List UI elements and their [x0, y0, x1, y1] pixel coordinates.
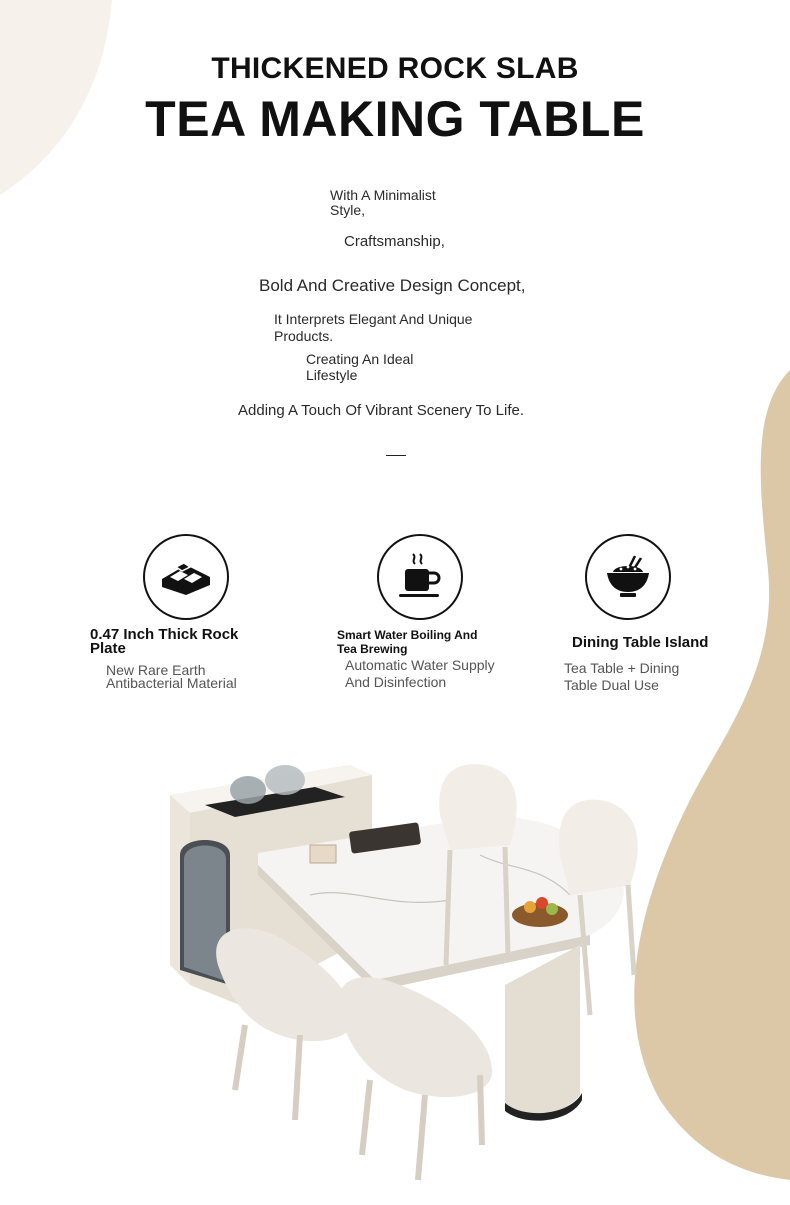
- feature-3-desc-a: Tea Table + Dining: [564, 660, 680, 676]
- intro-line-5b: Lifestyle: [306, 367, 358, 383]
- intro-line-4a: It Interprets Elegant And Unique: [274, 311, 473, 327]
- feature-3-desc: [564, 660, 679, 694]
- feature-3-desc-b: Table Dual Use: [564, 677, 659, 693]
- feature-3-title: Dining Table Island: [572, 634, 709, 651]
- feature-1-title-b: Plate: [90, 640, 126, 657]
- intro-line-6: Adding A Touch Of Vibrant Scenery To Life.: [238, 402, 525, 419]
- feature-2-title: [337, 628, 477, 656]
- feature-2-desc-a: Automatic Water Supply: [345, 657, 495, 673]
- feature-3-badge: [585, 534, 671, 620]
- feature-1-desc: [106, 664, 237, 690]
- intro-line-1a: With A Minimalist: [330, 187, 436, 203]
- intro-line-2: Craftsmanship,: [344, 233, 445, 250]
- rice-bowl-icon: [603, 554, 653, 600]
- tea-cup-icon: [395, 552, 445, 602]
- intro-line-5a: Creating An Ideal: [306, 351, 414, 367]
- feature-1-badge: [143, 534, 229, 620]
- intro-line-1b: Style,: [330, 202, 366, 218]
- feature-1-title: [90, 628, 238, 656]
- feature-2-desc: [345, 657, 495, 691]
- feature-2-badge: [377, 534, 463, 620]
- intro-line-1: [330, 188, 436, 218]
- feature-1-title-a: 0.47 Inch Thick Rock: [90, 626, 239, 643]
- rock-slab-icon: [158, 557, 214, 597]
- front-chair-1: [216, 928, 355, 1120]
- product-image: [150, 735, 670, 1190]
- feature-2-title-b: Tea Brewing: [337, 642, 408, 656]
- header-title: TEA MAKING TABLE: [145, 91, 645, 147]
- feature-1-desc-b: Antibacterial Material: [106, 675, 237, 691]
- intro-line-4: [274, 311, 472, 345]
- intro-line-4b: Products.: [274, 328, 334, 344]
- header-subtitle: THICKENED ROCK SLAB: [211, 52, 579, 85]
- feature-2-desc-b: And Disinfection: [345, 674, 447, 690]
- feature-1-desc-a: New Rare Earth: [106, 662, 206, 678]
- intro-line-5: [306, 351, 413, 383]
- feature-2-title-a: Smart Water Boiling And: [337, 628, 478, 642]
- front-chair-2: [338, 977, 492, 1180]
- intro-line-3: Bold And Creative Design Concept,: [259, 276, 526, 295]
- section-divider: [386, 455, 406, 456]
